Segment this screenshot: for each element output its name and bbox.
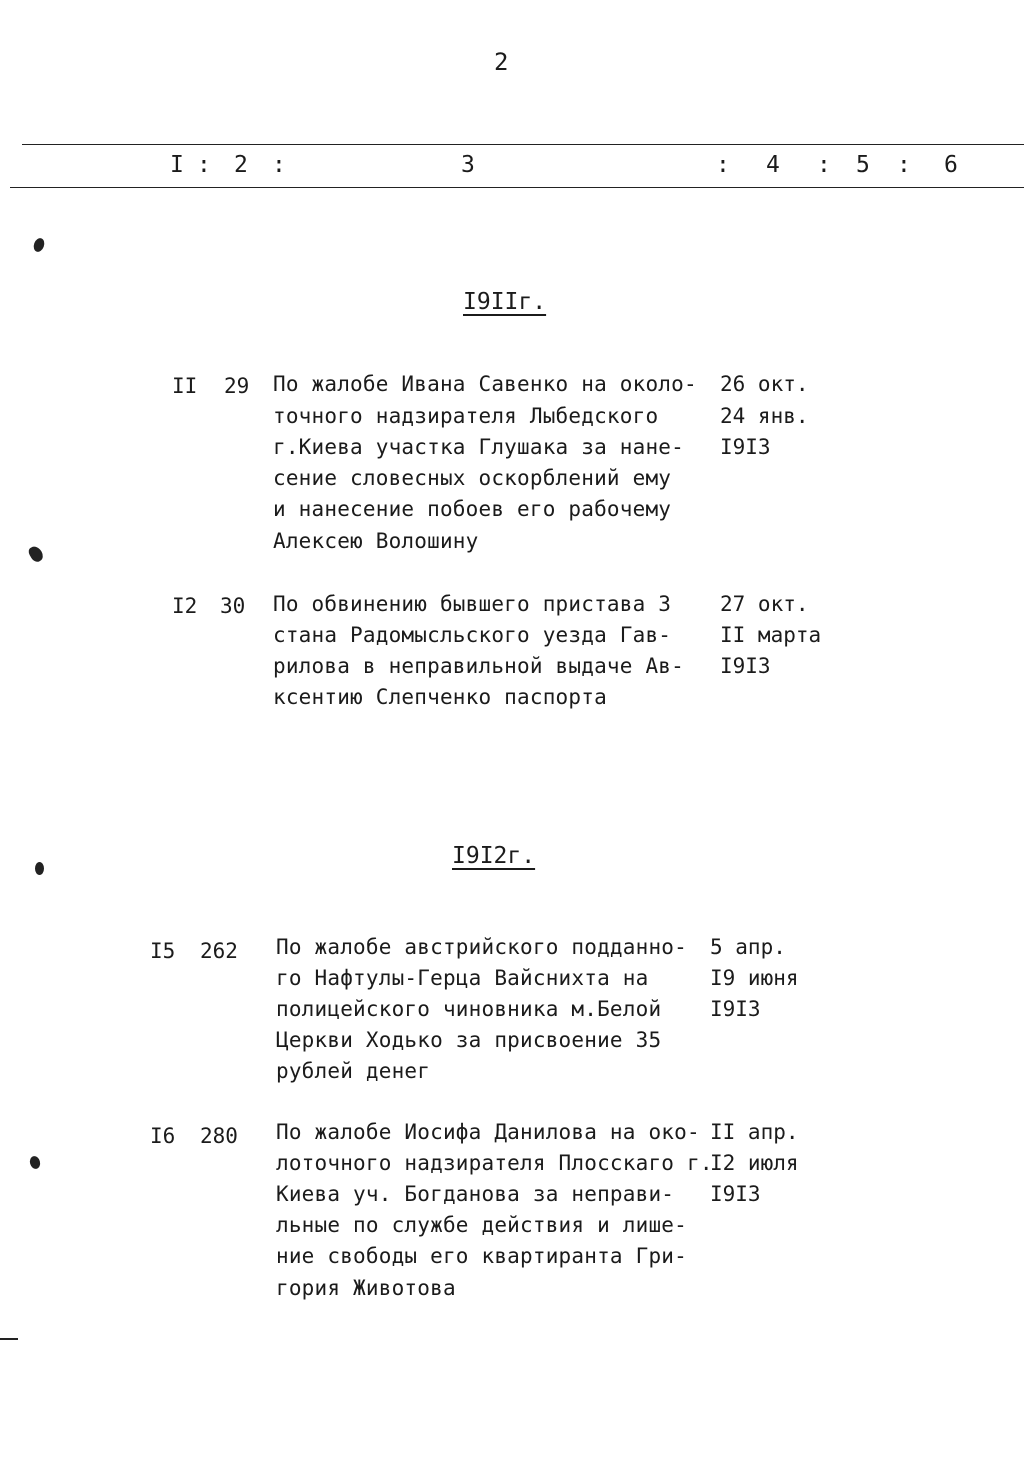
description-line: точного надзирателя Лыбедского — [273, 404, 659, 428]
record-number: I6 — [150, 1124, 176, 1148]
column-header-separator: : — [197, 152, 211, 178]
start-date: 27 окт. — [720, 592, 809, 616]
column-header-separator: : — [817, 152, 831, 178]
description-line: ксентию Слепченко паспорта — [273, 685, 607, 709]
binding-hole-mark — [27, 544, 45, 564]
section-year-heading: I9IIг. — [463, 289, 547, 315]
description-line: ние свободы его квартиранта Гри- — [276, 1244, 687, 1268]
section-year-heading: I9I2г. — [452, 843, 536, 869]
column-header-separator: : — [897, 152, 911, 178]
start-date: II апр. — [710, 1120, 799, 1144]
record-number: II — [172, 374, 198, 398]
description-line: По жалобе Иосифа Данилова на око- — [276, 1120, 700, 1144]
end-date: II марта — [720, 623, 822, 647]
description-line: лоточного надзирателя Плосскаго г. — [276, 1151, 713, 1175]
column-header-3: 3 — [461, 152, 475, 178]
description-line: полицейского чиновника м.Белой — [276, 997, 662, 1021]
description-line: Киева уч. Богданова за неправи- — [276, 1182, 675, 1206]
description-line: го Нафтулы-Герца Вайснихта на — [276, 966, 649, 990]
column-header-separator: : — [716, 152, 730, 178]
column-header-2: 2 — [234, 152, 248, 178]
description-line: гория Животова — [276, 1276, 456, 1300]
description-line: сение словесных оскорблений ему — [273, 466, 672, 490]
header-bottom-rule — [10, 187, 1024, 188]
column-header-1: I — [170, 152, 184, 178]
binding-hole-mark — [28, 1155, 41, 1170]
file-number: 30 — [220, 594, 246, 618]
description-line: Церкви Ходько за присвоение 35 — [276, 1028, 662, 1052]
binding-hole-mark — [35, 862, 44, 875]
file-number: 262 — [200, 939, 238, 963]
column-header-4: 4 — [766, 152, 780, 178]
end-date: I2 июля — [710, 1151, 799, 1175]
header-top-rule — [22, 144, 1024, 145]
description-line: рилова в неправильной выдаче Ав- — [273, 654, 684, 678]
description-line: По жалобе австрийского подданно- — [276, 935, 687, 959]
record-number: I5 — [150, 939, 176, 963]
page-number: 2 — [494, 48, 509, 76]
start-date: 5 апр. — [710, 935, 786, 959]
end-year: I9I3 — [720, 435, 771, 459]
edge-scan-mark — [0, 1338, 18, 1340]
end-year: I9I3 — [720, 654, 771, 678]
description-line: рублей денег — [276, 1059, 431, 1083]
end-year: I9I3 — [710, 1182, 761, 1206]
description-line: льные по службе действия и лише- — [276, 1213, 687, 1237]
end-date: I9 июня — [710, 966, 799, 990]
end-date: 24 янв. — [720, 404, 809, 428]
column-header-separator: : — [272, 152, 286, 178]
end-year: I9I3 — [710, 997, 761, 1021]
description-line: Алексею Волошину — [273, 529, 479, 553]
description-line: г.Киева участка Глушака за нане- — [273, 435, 684, 459]
column-header-6: 6 — [944, 152, 958, 178]
start-date: 26 окт. — [720, 372, 809, 396]
description-line: По обвинению бывшего пристава 3 — [273, 592, 672, 616]
description-line: и нанесение побоев его рабочему — [273, 497, 672, 521]
binding-hole-mark — [32, 237, 46, 254]
description-line: стана Радомысльского уезда Гав- — [273, 623, 672, 647]
column-header-5: 5 — [856, 152, 870, 178]
file-number: 29 — [224, 374, 250, 398]
record-number: I2 — [172, 594, 198, 618]
description-line: По жалобе Ивана Савенко на около- — [273, 372, 697, 396]
file-number: 280 — [200, 1124, 238, 1148]
